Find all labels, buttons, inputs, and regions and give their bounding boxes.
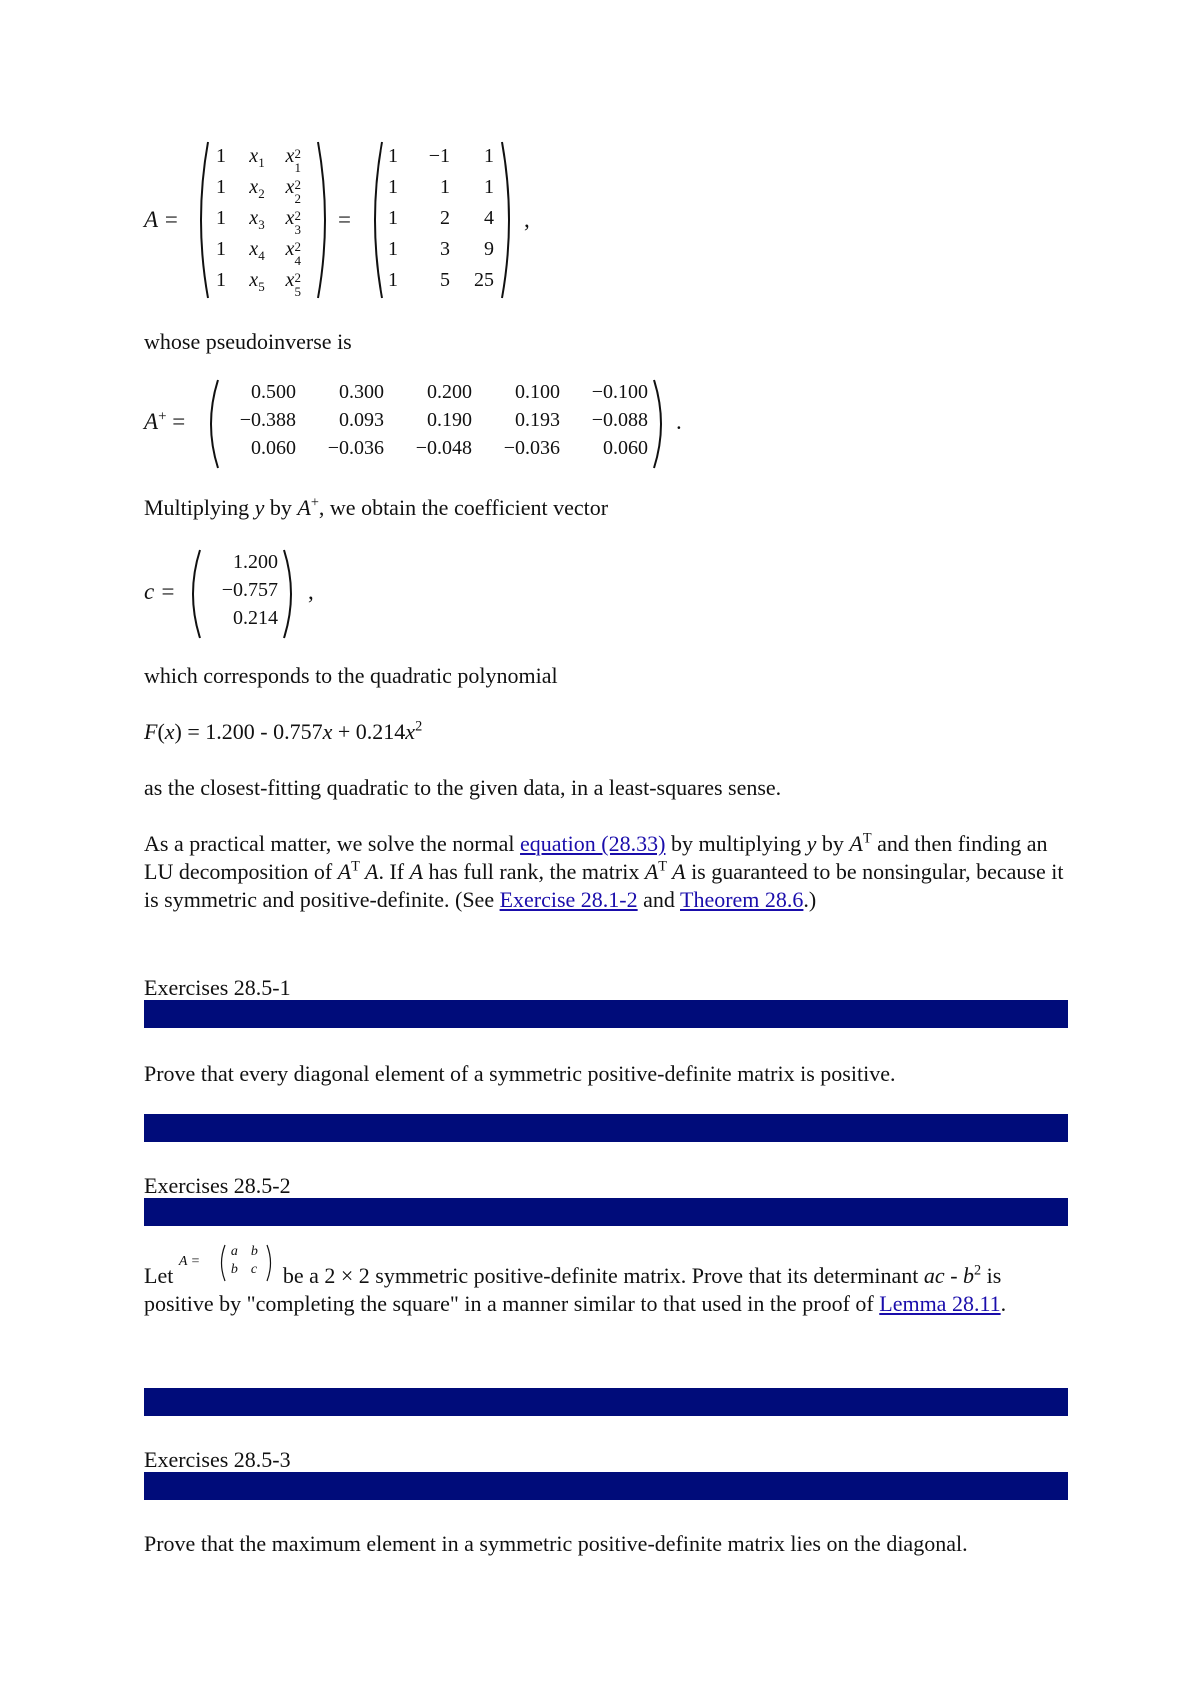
eq-a-lhs: A = (144, 207, 179, 232)
matrix-cell: −0.388 (239, 409, 296, 431)
matrix-cell: 1 (388, 145, 398, 167)
right-paren-icon (265, 1244, 275, 1282)
matrix-cell: 9 (484, 238, 494, 260)
matrix-cell: $x_4$ (249, 238, 265, 263)
exercise-link[interactable]: Exercise 28.1-2 (499, 887, 638, 912)
equation-coefficient-vector (144, 548, 344, 640)
inline-cell: b (230, 1262, 238, 1277)
matrix-cell: $x_3$ (249, 207, 265, 232)
matrix-cell: 0.193 (515, 409, 560, 431)
eq-c-lhs: c = (144, 579, 176, 604)
matrix-cell: 1 (216, 269, 226, 291)
matrix-cell: 1 (388, 176, 398, 198)
matrix-cell: −0.036 (503, 437, 560, 459)
matrix-cell: 2 (440, 207, 450, 229)
matrix-cell: 4 (484, 207, 494, 229)
eq-a-trail: , (524, 207, 530, 232)
matrix-cell: 1 (388, 238, 398, 260)
right-paren-icon (280, 548, 300, 640)
left-paren-icon (192, 140, 212, 300)
exercise-1-top-bar (144, 1000, 1068, 1028)
matrix-cell: 3 (440, 238, 450, 260)
equation-link[interactable]: equation (28.33) (520, 831, 666, 856)
exercise-2-top-bar (144, 1198, 1068, 1226)
eq-c-trail: , (308, 579, 314, 604)
right-paren-icon (498, 140, 518, 300)
closest-text: as the closest-fitting quadratic to the given data, in a least-squares sense. (144, 775, 782, 800)
matrix-cell: 0.300 (339, 381, 384, 403)
left-paren-icon (202, 378, 222, 470)
left-matrix (212, 140, 312, 300)
matrix-cell: 5 (440, 269, 450, 291)
matrix-cell: 25 (474, 269, 494, 291)
matrix-cell: 0.200 (427, 381, 472, 403)
left-paren-icon (184, 548, 204, 640)
matrix-cell: $x_5$ (249, 269, 265, 294)
matrix-cell: 1 (216, 207, 226, 229)
lemma-link[interactable]: Lemma 28.11 (879, 1291, 1001, 1316)
matrix-cell: −0.088 (591, 409, 648, 431)
matrix-cell: x 2 2 (285, 176, 301, 206)
inline-matrix (178, 1244, 283, 1290)
matrix-cell: −0.048 (415, 437, 472, 459)
equation-design-matrix (144, 140, 544, 300)
right-matrix (384, 140, 502, 300)
matrix-cell: 1 (484, 145, 494, 167)
right-paren-icon (650, 378, 670, 470)
matrix-cell: 1 (216, 238, 226, 260)
matrix-cell: 0.500 (251, 381, 296, 403)
left-paren-icon (366, 140, 386, 300)
eq-a-equals: = (338, 207, 351, 232)
pseudoinverse-matrix (220, 378, 660, 470)
matrix-cell: $x_1$ (249, 145, 265, 170)
matrix-cell: −1 (428, 145, 450, 167)
exercise-3-body: Prove that the maximum element in a symmetric positive-definite matrix lies on the diagonal. (144, 1531, 968, 1556)
matrix-cell: 0.093 (339, 409, 384, 431)
matrix-cell: −0.036 (327, 437, 384, 459)
exercise-3-heading: Exercises 28.5-3 (144, 1447, 291, 1472)
vector-cell: 0.214 (233, 607, 278, 629)
left-paren-icon (217, 1244, 227, 1282)
eq-aplus-lhs: A+ = (144, 408, 186, 434)
vector-cell: 1.200 (233, 551, 278, 573)
practical-paragraph: As a practical matter, we solve the normal equation (28.33) by multiplying y by $A^T$ and then finding an LU decomposition of $A^T$ A. If A has full rank, the matrix $A^T$ A is guaranteed to be nonsingular, because it is symmetric and positive-definite. (See Exercise 28.1-2 and Theorem 28.6.) (144, 830, 1064, 912)
matrix-cell: 1 (484, 176, 494, 198)
inline-cell: a (230, 1244, 238, 1259)
equation-pseudoinverse (144, 378, 684, 470)
matrix-cell: 0.060 (251, 437, 296, 459)
matrix-cell: $x_2$ (249, 176, 265, 201)
matrix-cell: 1 (388, 269, 398, 291)
exercise-3-top-bar (144, 1472, 1068, 1500)
polynomial-text: $F(x) = 1.200 - 0.757x + 0.214x^2$ (144, 718, 423, 744)
exercise-2-bottom-bar (144, 1388, 1068, 1416)
eq-aplus-trail: . (676, 409, 682, 434)
corresponds-text: which corresponds to the quadratic polynomial (144, 663, 558, 688)
inline-matrix-lhs: A = (178, 1254, 201, 1269)
matrix-cell: 1 (216, 176, 226, 198)
matrix-cell: 1 (440, 176, 450, 198)
matrix-cell: 1 (216, 145, 226, 167)
matrix-cell: x 2 5 (285, 269, 301, 299)
matrix-cell: 1 (388, 207, 398, 229)
matrix-cell: x 2 3 (285, 207, 301, 237)
pseudoinverse-text: whose pseudoinverse is (144, 329, 352, 354)
exercise-2-heading: Exercises 28.5-2 (144, 1173, 291, 1198)
coefficient-vector (202, 548, 282, 640)
matrix-cell: 0.100 (515, 381, 560, 403)
exercise-2-body: Let A = a b b c be a 2 × 2 symmetric positive-definite matrix. Prove that its determinant ac - $b^2$ is positive by "completing the square" in a manner similar to that used in the proof of Lemma 28.11. (144, 1244, 1007, 1316)
inline-cell: c (250, 1262, 258, 1277)
vector-cell: −0.757 (221, 579, 278, 601)
exercise-1-body: Prove that every diagonal element of a symmetric positive-definite matrix is positive. (144, 1061, 896, 1086)
exercise-1-heading: Exercises 28.5-1 (144, 975, 291, 1000)
multiplying-text: Multiplying y by A+, we obtain the coefficient vector (144, 494, 609, 520)
matrix-cell: 0.190 (427, 409, 472, 431)
exercise-1-bottom-bar (144, 1114, 1068, 1142)
theorem-link[interactable]: Theorem 28.6 (680, 887, 804, 912)
matrix-cell: x 2 1 (285, 145, 301, 175)
matrix-cell: x 2 4 (285, 238, 301, 268)
right-paren-icon (314, 140, 334, 300)
inline-cell: b (250, 1244, 258, 1259)
matrix-cell: 0.060 (603, 437, 648, 459)
matrix-cell: −0.100 (591, 381, 648, 403)
